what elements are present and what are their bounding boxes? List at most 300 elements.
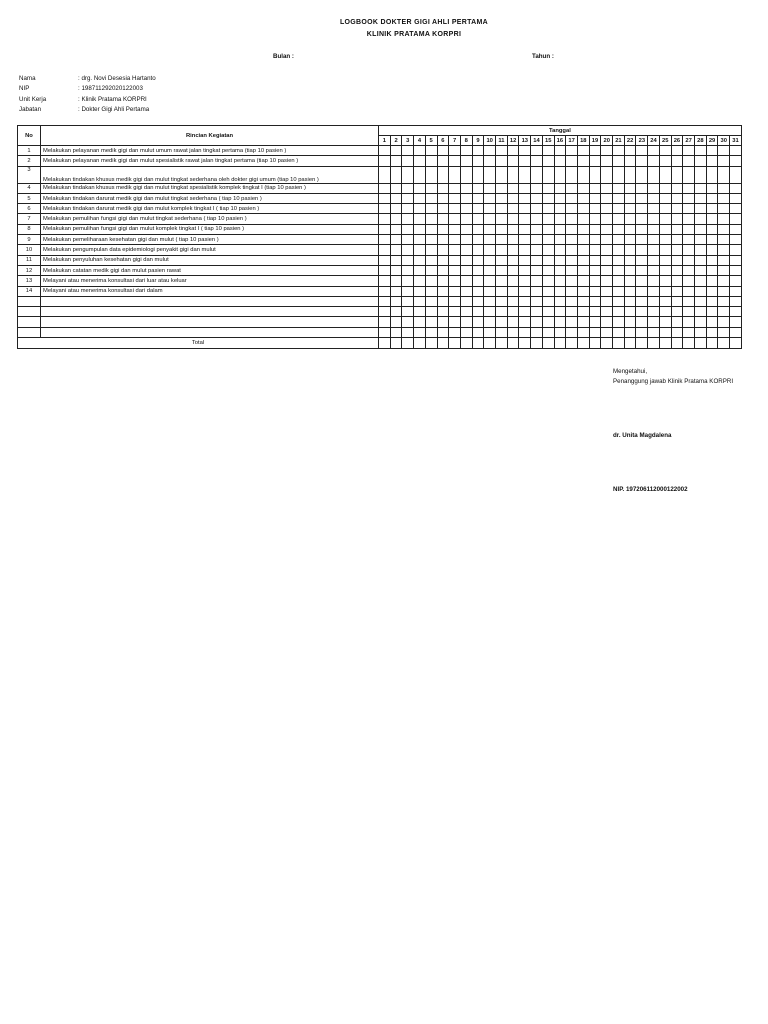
day-cell[interactable]: [624, 235, 636, 245]
day-cell[interactable]: [601, 146, 613, 156]
day-cell[interactable]: [730, 276, 742, 286]
day-cell[interactable]: [730, 245, 742, 255]
day-cell[interactable]: [519, 183, 531, 193]
day-cell[interactable]: [390, 255, 402, 265]
day-cell[interactable]: [390, 338, 402, 349]
day-cell[interactable]: [402, 276, 414, 286]
day-cell[interactable]: [414, 166, 426, 183]
day-cell[interactable]: [531, 286, 543, 296]
day-cell[interactable]: [648, 265, 660, 275]
day-cell[interactable]: [519, 245, 531, 255]
day-cell[interactable]: [414, 286, 426, 296]
day-cell[interactable]: [636, 235, 648, 245]
day-cell[interactable]: [460, 307, 472, 317]
day-cell[interactable]: [636, 327, 648, 337]
day-cell[interactable]: [402, 183, 414, 193]
day-cell[interactable]: [577, 245, 589, 255]
day-cell[interactable]: [648, 204, 660, 214]
day-cell[interactable]: [624, 224, 636, 234]
day-cell[interactable]: [425, 317, 437, 327]
day-cell[interactable]: [484, 235, 496, 245]
day-cell[interactable]: [507, 156, 519, 166]
day-cell[interactable]: [460, 276, 472, 286]
day-cell[interactable]: [648, 327, 660, 337]
day-cell[interactable]: [683, 286, 695, 296]
day-cell[interactable]: [683, 265, 695, 275]
day-cell[interactable]: [531, 214, 543, 224]
day-cell[interactable]: [730, 338, 742, 349]
day-cell[interactable]: [694, 307, 706, 317]
day-cell[interactable]: [379, 204, 391, 214]
day-cell[interactable]: [659, 156, 671, 166]
day-cell[interactable]: [589, 146, 601, 156]
day-cell[interactable]: [636, 183, 648, 193]
day-cell[interactable]: [718, 214, 730, 224]
day-cell[interactable]: [601, 214, 613, 224]
day-cell[interactable]: [425, 146, 437, 156]
day-cell[interactable]: [531, 146, 543, 156]
day-cell[interactable]: [659, 265, 671, 275]
day-cell[interactable]: [636, 296, 648, 306]
day-cell[interactable]: [496, 235, 508, 245]
day-cell[interactable]: [507, 235, 519, 245]
day-cell[interactable]: [437, 193, 449, 203]
day-cell[interactable]: [718, 204, 730, 214]
day-cell[interactable]: [671, 204, 683, 214]
day-cell[interactable]: [531, 235, 543, 245]
day-cell[interactable]: [566, 327, 578, 337]
day-cell[interactable]: [613, 327, 625, 337]
day-cell[interactable]: [694, 183, 706, 193]
day-cell[interactable]: [484, 156, 496, 166]
day-cell[interactable]: [554, 327, 566, 337]
day-cell[interactable]: [730, 265, 742, 275]
day-cell[interactable]: [577, 307, 589, 317]
day-cell[interactable]: [449, 296, 461, 306]
day-cell[interactable]: [379, 276, 391, 286]
day-cell[interactable]: [402, 255, 414, 265]
day-cell[interactable]: [414, 338, 426, 349]
day-cell[interactable]: [460, 235, 472, 245]
day-cell[interactable]: [531, 224, 543, 234]
day-cell[interactable]: [379, 166, 391, 183]
day-cell[interactable]: [390, 245, 402, 255]
day-cell[interactable]: [694, 204, 706, 214]
day-cell[interactable]: [390, 183, 402, 193]
day-cell[interactable]: [566, 276, 578, 286]
day-cell[interactable]: [671, 317, 683, 327]
day-cell[interactable]: [414, 265, 426, 275]
day-cell[interactable]: [472, 265, 484, 275]
day-cell[interactable]: [718, 327, 730, 337]
day-cell[interactable]: [648, 296, 660, 306]
day-cell[interactable]: [624, 146, 636, 156]
day-cell[interactable]: [542, 156, 554, 166]
day-cell[interactable]: [402, 327, 414, 337]
day-cell[interactable]: [425, 296, 437, 306]
day-cell[interactable]: [390, 214, 402, 224]
day-cell[interactable]: [425, 204, 437, 214]
day-cell[interactable]: [671, 307, 683, 317]
day-cell[interactable]: [624, 317, 636, 327]
day-cell[interactable]: [472, 307, 484, 317]
day-cell[interactable]: [554, 276, 566, 286]
day-cell[interactable]: [730, 193, 742, 203]
day-cell[interactable]: [683, 317, 695, 327]
day-cell[interactable]: [671, 193, 683, 203]
day-cell[interactable]: [484, 183, 496, 193]
day-cell[interactable]: [425, 183, 437, 193]
day-cell[interactable]: [519, 265, 531, 275]
day-cell[interactable]: [484, 166, 496, 183]
day-cell[interactable]: [519, 276, 531, 286]
day-cell[interactable]: [671, 245, 683, 255]
day-cell[interactable]: [460, 338, 472, 349]
day-cell[interactable]: [554, 286, 566, 296]
day-cell[interactable]: [577, 156, 589, 166]
day-cell[interactable]: [718, 276, 730, 286]
day-cell[interactable]: [648, 338, 660, 349]
day-cell[interactable]: [531, 317, 543, 327]
day-cell[interactable]: [414, 156, 426, 166]
day-cell[interactable]: [601, 296, 613, 306]
day-cell[interactable]: [484, 286, 496, 296]
day-cell[interactable]: [484, 245, 496, 255]
day-cell[interactable]: [613, 338, 625, 349]
day-cell[interactable]: [484, 193, 496, 203]
day-cell[interactable]: [577, 235, 589, 245]
day-cell[interactable]: [507, 245, 519, 255]
day-cell[interactable]: [554, 235, 566, 245]
day-cell[interactable]: [566, 265, 578, 275]
day-cell[interactable]: [636, 265, 648, 275]
day-cell[interactable]: [484, 255, 496, 265]
day-cell[interactable]: [577, 327, 589, 337]
day-cell[interactable]: [566, 156, 578, 166]
day-cell[interactable]: [472, 286, 484, 296]
day-cell[interactable]: [390, 296, 402, 306]
day-cell[interactable]: [390, 235, 402, 245]
day-cell[interactable]: [484, 224, 496, 234]
day-cell[interactable]: [414, 183, 426, 193]
day-cell[interactable]: [390, 327, 402, 337]
day-cell[interactable]: [425, 338, 437, 349]
day-cell[interactable]: [706, 327, 718, 337]
day-cell[interactable]: [531, 156, 543, 166]
day-cell[interactable]: [589, 245, 601, 255]
day-cell[interactable]: [694, 235, 706, 245]
day-cell[interactable]: [648, 307, 660, 317]
day-cell[interactable]: [613, 276, 625, 286]
day-cell[interactable]: [496, 183, 508, 193]
day-cell[interactable]: [507, 317, 519, 327]
day-cell[interactable]: [519, 286, 531, 296]
day-cell[interactable]: [624, 255, 636, 265]
day-cell[interactable]: [425, 307, 437, 317]
day-cell[interactable]: [507, 183, 519, 193]
day-cell[interactable]: [414, 235, 426, 245]
day-cell[interactable]: [554, 156, 566, 166]
day-cell[interactable]: [566, 166, 578, 183]
day-cell[interactable]: [519, 235, 531, 245]
day-cell[interactable]: [472, 255, 484, 265]
day-cell[interactable]: [706, 317, 718, 327]
day-cell[interactable]: [730, 317, 742, 327]
day-cell[interactable]: [484, 276, 496, 286]
day-cell[interactable]: [694, 156, 706, 166]
day-cell[interactable]: [437, 156, 449, 166]
day-cell[interactable]: [648, 255, 660, 265]
day-cell[interactable]: [542, 224, 554, 234]
day-cell[interactable]: [636, 166, 648, 183]
day-cell[interactable]: [425, 276, 437, 286]
day-cell[interactable]: [648, 245, 660, 255]
day-cell[interactable]: [402, 156, 414, 166]
day-cell[interactable]: [554, 224, 566, 234]
day-cell[interactable]: [460, 146, 472, 156]
day-cell[interactable]: [531, 204, 543, 214]
day-cell[interactable]: [636, 317, 648, 327]
day-cell[interactable]: [402, 265, 414, 275]
day-cell[interactable]: [659, 276, 671, 286]
day-cell[interactable]: [648, 156, 660, 166]
day-cell[interactable]: [694, 255, 706, 265]
day-cell[interactable]: [566, 193, 578, 203]
day-cell[interactable]: [694, 214, 706, 224]
day-cell[interactable]: [706, 204, 718, 214]
day-cell[interactable]: [542, 286, 554, 296]
day-cell[interactable]: [379, 255, 391, 265]
day-cell[interactable]: [730, 146, 742, 156]
day-cell[interactable]: [601, 327, 613, 337]
day-cell[interactable]: [601, 286, 613, 296]
day-cell[interactable]: [683, 276, 695, 286]
day-cell[interactable]: [706, 338, 718, 349]
day-cell[interactable]: [694, 245, 706, 255]
day-cell[interactable]: [624, 156, 636, 166]
day-cell[interactable]: [542, 245, 554, 255]
day-cell[interactable]: [671, 146, 683, 156]
day-cell[interactable]: [460, 317, 472, 327]
day-cell[interactable]: [496, 307, 508, 317]
day-cell[interactable]: [636, 224, 648, 234]
day-cell[interactable]: [379, 245, 391, 255]
day-cell[interactable]: [437, 255, 449, 265]
day-cell[interactable]: [706, 235, 718, 245]
day-cell[interactable]: [472, 327, 484, 337]
day-cell[interactable]: [566, 235, 578, 245]
day-cell[interactable]: [542, 193, 554, 203]
day-cell[interactable]: [449, 214, 461, 224]
day-cell[interactable]: [683, 166, 695, 183]
day-cell[interactable]: [694, 224, 706, 234]
day-cell[interactable]: [437, 307, 449, 317]
day-cell[interactable]: [694, 265, 706, 275]
day-cell[interactable]: [414, 276, 426, 286]
day-cell[interactable]: [694, 286, 706, 296]
day-cell[interactable]: [519, 146, 531, 156]
day-cell[interactable]: [390, 317, 402, 327]
day-cell[interactable]: [589, 296, 601, 306]
day-cell[interactable]: [425, 255, 437, 265]
day-cell[interactable]: [706, 286, 718, 296]
day-cell[interactable]: [472, 224, 484, 234]
day-cell[interactable]: [379, 224, 391, 234]
day-cell[interactable]: [496, 146, 508, 156]
day-cell[interactable]: [624, 166, 636, 183]
day-cell[interactable]: [601, 276, 613, 286]
day-cell[interactable]: [624, 265, 636, 275]
day-cell[interactable]: [390, 286, 402, 296]
day-cell[interactable]: [484, 214, 496, 224]
day-cell[interactable]: [601, 204, 613, 214]
day-cell[interactable]: [472, 166, 484, 183]
day-cell[interactable]: [577, 276, 589, 286]
day-cell[interactable]: [718, 296, 730, 306]
day-cell[interactable]: [496, 166, 508, 183]
day-cell[interactable]: [601, 235, 613, 245]
day-cell[interactable]: [718, 265, 730, 275]
day-cell[interactable]: [613, 296, 625, 306]
day-cell[interactable]: [683, 255, 695, 265]
day-cell[interactable]: [659, 204, 671, 214]
day-cell[interactable]: [730, 307, 742, 317]
day-cell[interactable]: [425, 327, 437, 337]
day-cell[interactable]: [390, 146, 402, 156]
day-cell[interactable]: [659, 327, 671, 337]
day-cell[interactable]: [648, 193, 660, 203]
day-cell[interactable]: [577, 214, 589, 224]
day-cell[interactable]: [437, 235, 449, 245]
day-cell[interactable]: [519, 166, 531, 183]
day-cell[interactable]: [718, 166, 730, 183]
day-cell[interactable]: [425, 193, 437, 203]
day-cell[interactable]: [519, 327, 531, 337]
day-cell[interactable]: [379, 327, 391, 337]
day-cell[interactable]: [507, 146, 519, 156]
day-cell[interactable]: [706, 265, 718, 275]
day-cell[interactable]: [414, 296, 426, 306]
day-cell[interactable]: [554, 214, 566, 224]
day-cell[interactable]: [531, 338, 543, 349]
day-cell[interactable]: [472, 245, 484, 255]
day-cell[interactable]: [484, 296, 496, 306]
day-cell[interactable]: [577, 204, 589, 214]
day-cell[interactable]: [613, 317, 625, 327]
day-cell[interactable]: [402, 307, 414, 317]
day-cell[interactable]: [496, 286, 508, 296]
day-cell[interactable]: [402, 166, 414, 183]
day-cell[interactable]: [379, 317, 391, 327]
day-cell[interactable]: [402, 235, 414, 245]
day-cell[interactable]: [414, 327, 426, 337]
day-cell[interactable]: [718, 255, 730, 265]
day-cell[interactable]: [496, 296, 508, 306]
day-cell[interactable]: [402, 296, 414, 306]
day-cell[interactable]: [648, 146, 660, 156]
day-cell[interactable]: [694, 146, 706, 156]
day-cell[interactable]: [507, 166, 519, 183]
day-cell[interactable]: [484, 307, 496, 317]
day-cell[interactable]: [496, 317, 508, 327]
day-cell[interactable]: [554, 245, 566, 255]
day-cell[interactable]: [507, 338, 519, 349]
day-cell[interactable]: [472, 156, 484, 166]
day-cell[interactable]: [484, 327, 496, 337]
day-cell[interactable]: [507, 214, 519, 224]
day-cell[interactable]: [683, 245, 695, 255]
day-cell[interactable]: [425, 245, 437, 255]
day-cell[interactable]: [484, 146, 496, 156]
day-cell[interactable]: [554, 296, 566, 306]
day-cell[interactable]: [554, 204, 566, 214]
day-cell[interactable]: [706, 183, 718, 193]
day-cell[interactable]: [589, 214, 601, 224]
day-cell[interactable]: [589, 193, 601, 203]
day-cell[interactable]: [694, 338, 706, 349]
day-cell[interactable]: [589, 183, 601, 193]
day-cell[interactable]: [507, 265, 519, 275]
day-cell[interactable]: [601, 338, 613, 349]
day-cell[interactable]: [577, 265, 589, 275]
day-cell[interactable]: [379, 286, 391, 296]
day-cell[interactable]: [671, 214, 683, 224]
day-cell[interactable]: [671, 166, 683, 183]
day-cell[interactable]: [730, 235, 742, 245]
day-cell[interactable]: [730, 296, 742, 306]
day-cell[interactable]: [402, 204, 414, 214]
day-cell[interactable]: [531, 265, 543, 275]
day-cell[interactable]: [730, 183, 742, 193]
day-cell[interactable]: [460, 193, 472, 203]
day-cell[interactable]: [402, 146, 414, 156]
day-cell[interactable]: [379, 183, 391, 193]
day-cell[interactable]: [507, 193, 519, 203]
day-cell[interactable]: [460, 265, 472, 275]
day-cell[interactable]: [671, 224, 683, 234]
day-cell[interactable]: [379, 193, 391, 203]
day-cell[interactable]: [437, 276, 449, 286]
day-cell[interactable]: [718, 286, 730, 296]
day-cell[interactable]: [730, 166, 742, 183]
day-cell[interactable]: [472, 235, 484, 245]
day-cell[interactable]: [659, 146, 671, 156]
day-cell[interactable]: [460, 166, 472, 183]
day-cell[interactable]: [730, 214, 742, 224]
day-cell[interactable]: [589, 166, 601, 183]
day-cell[interactable]: [659, 214, 671, 224]
day-cell[interactable]: [554, 166, 566, 183]
day-cell[interactable]: [531, 245, 543, 255]
day-cell[interactable]: [496, 338, 508, 349]
day-cell[interactable]: [601, 317, 613, 327]
day-cell[interactable]: [613, 183, 625, 193]
day-cell[interactable]: [694, 276, 706, 286]
day-cell[interactable]: [624, 327, 636, 337]
day-cell[interactable]: [648, 166, 660, 183]
day-cell[interactable]: [542, 235, 554, 245]
day-cell[interactable]: [566, 146, 578, 156]
day-cell[interactable]: [706, 193, 718, 203]
day-cell[interactable]: [472, 276, 484, 286]
day-cell[interactable]: [449, 265, 461, 275]
day-cell[interactable]: [601, 265, 613, 275]
day-cell[interactable]: [659, 183, 671, 193]
day-cell[interactable]: [683, 224, 695, 234]
day-cell[interactable]: [566, 224, 578, 234]
day-cell[interactable]: [659, 338, 671, 349]
day-cell[interactable]: [683, 307, 695, 317]
